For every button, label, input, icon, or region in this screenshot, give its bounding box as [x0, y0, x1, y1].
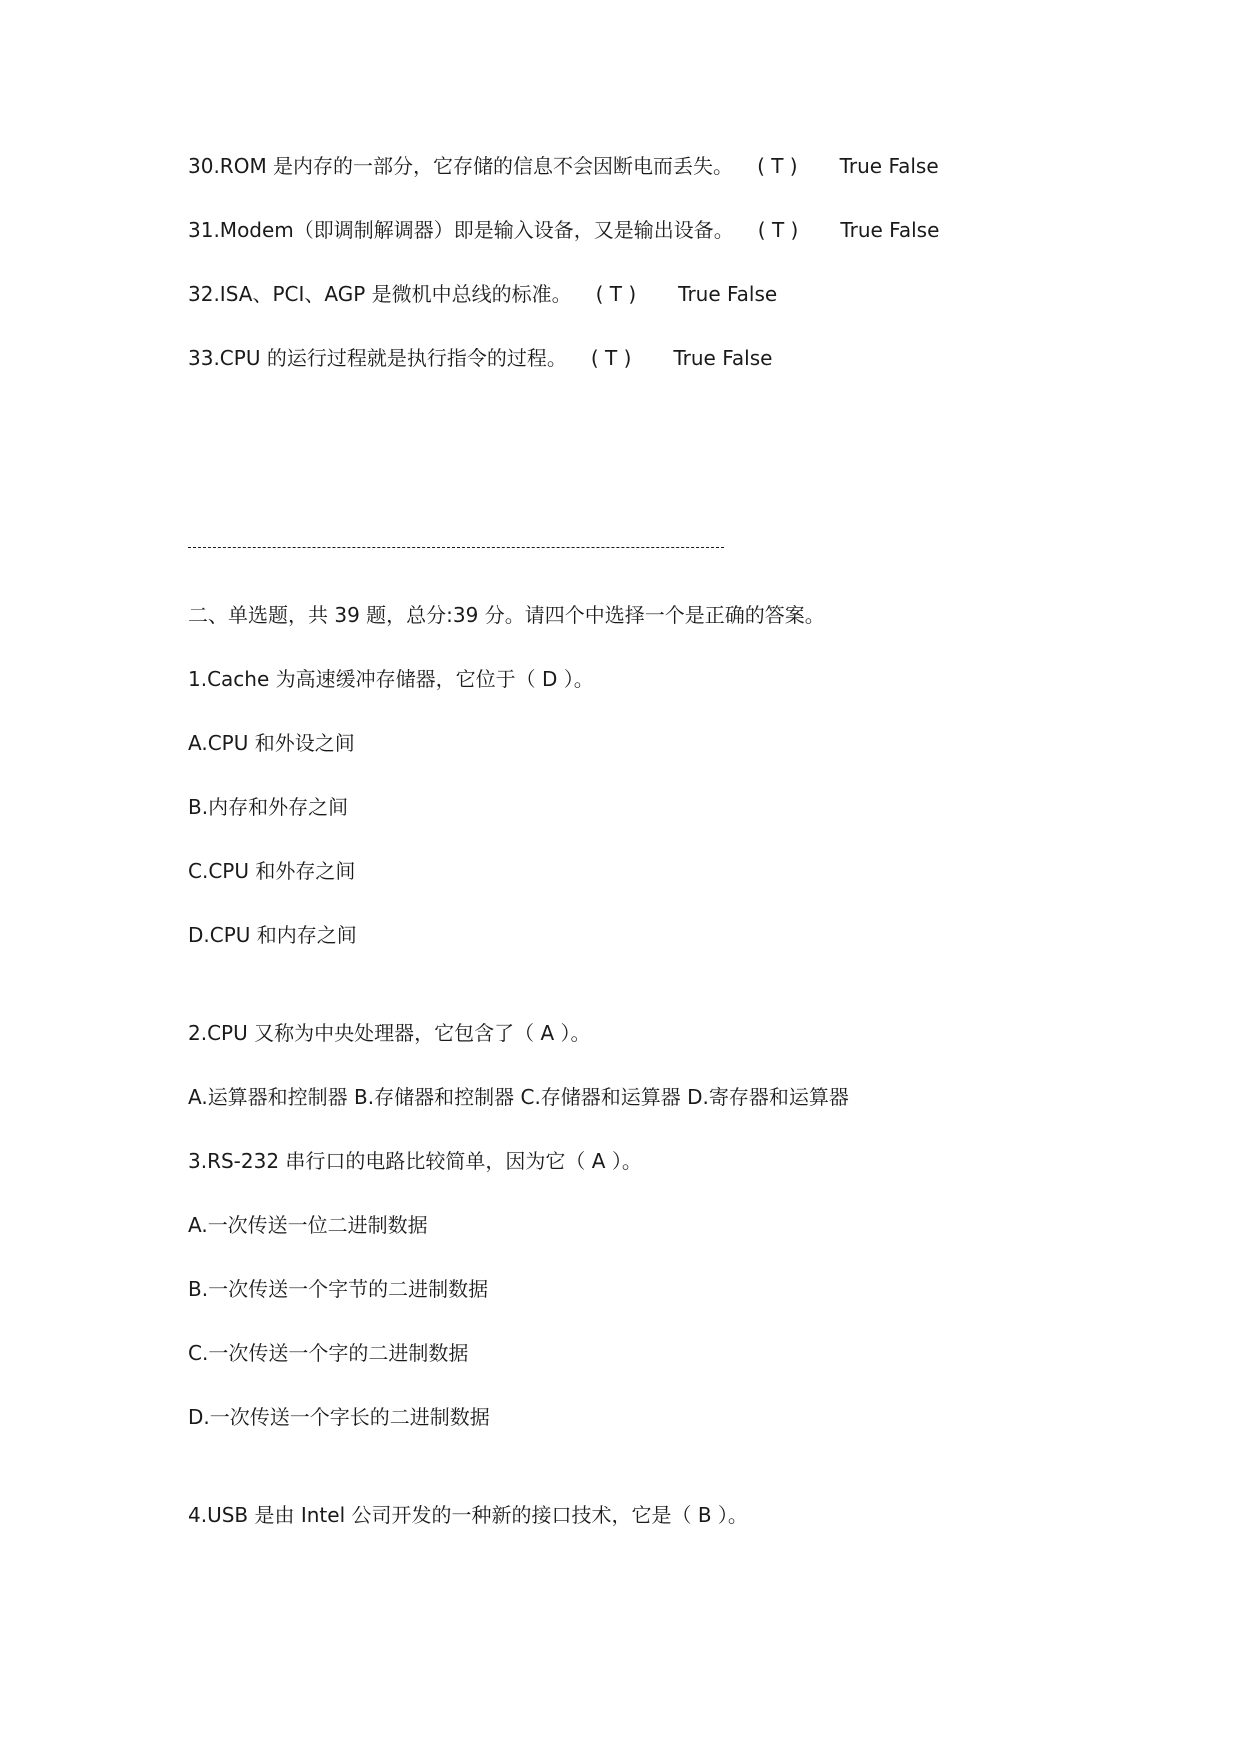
q1-option-b: B.内存和外存之间: [188, 795, 349, 819]
q3-option-c: C.一次传送一个字的二进制数据: [188, 1341, 469, 1365]
q4-stem: 4.USB 是由 Intel 公司开发的一种新的接口技术，它是（ B ）。: [188, 1503, 748, 1527]
q1-option-d: D.CPU 和内存之间: [188, 923, 357, 947]
section-title: 二、单选题，共 39 题，总分:39 分。请四个中选择一个是正确的答案。: [188, 603, 825, 627]
answer: ( T ): [590, 346, 632, 370]
section-divider: [188, 547, 724, 548]
true-false-options: True False: [840, 218, 940, 242]
q1-option-a: A.CPU 和外设之间: [188, 731, 355, 755]
question-text: 33.CPU 的运行过程就是执行指令的过程。: [188, 346, 567, 370]
question-text: 30.ROM 是内存的一部分，它存储的信息不会因断电而丢失。: [188, 154, 734, 178]
true-false-options: True False: [839, 154, 939, 178]
q3-option-d: D.一次传送一个字长的二进制数据: [188, 1405, 490, 1429]
q1-option-c: C.CPU 和外存之间: [188, 859, 356, 883]
judgement-question-33: [188, 344, 772, 372]
judgement-question-32: [188, 280, 777, 308]
q1-stem: 1.Cache 为高速缓冲存储器，它位于（ D ）。: [188, 667, 594, 691]
q3-stem: 3.RS-232 串行口的电路比较简单，因为它（ A ）。: [188, 1149, 642, 1173]
answer: ( T ): [757, 154, 798, 178]
true-false-options: True False: [673, 346, 773, 370]
q3-option-a: A.一次传送一位二进制数据: [188, 1213, 428, 1237]
judgement-question-30: [188, 152, 939, 180]
answer: ( T ): [595, 282, 637, 306]
q2-options: A.运算器和控制器 B.存储器和控制器 C.存储器和运算器 D.寄存器和运算器: [188, 1085, 849, 1109]
question-text: 32.ISA、PCI、AGP 是微机中总线的标准。: [188, 282, 572, 306]
true-false-options: True False: [678, 282, 778, 306]
q2-stem: 2.CPU 又称为中央处理器，它包含了（ A ）。: [188, 1021, 591, 1045]
q3-option-b: B.一次传送一个字节的二进制数据: [188, 1277, 489, 1301]
question-text: 31.Modem（即调制解调器）即是输入设备，又是输出设备。: [188, 218, 734, 242]
answer: ( T ): [757, 218, 799, 242]
judgement-question-31: [188, 216, 939, 244]
